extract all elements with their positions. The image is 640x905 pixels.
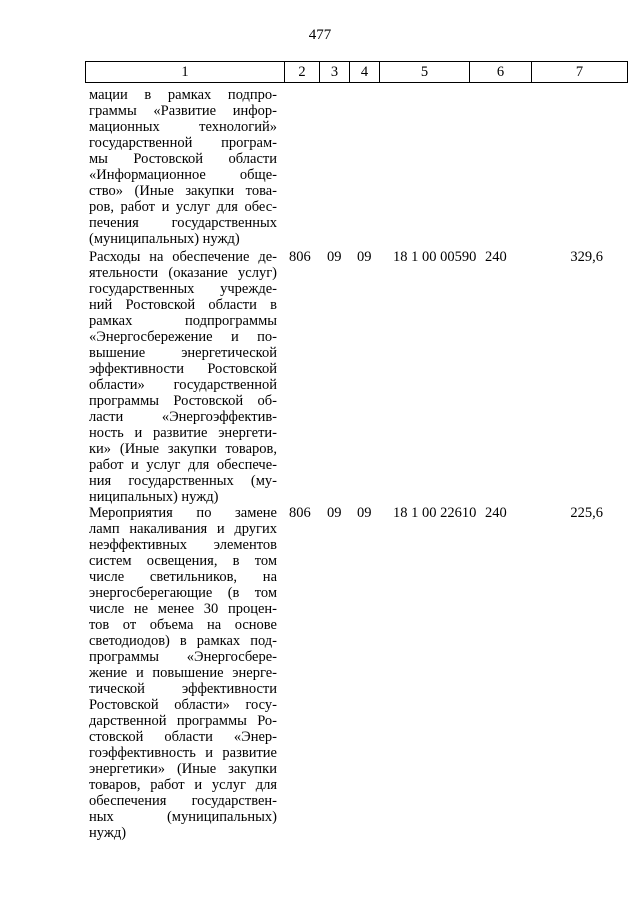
column-header-table: [85, 61, 628, 83]
row-description: [89, 505, 277, 841]
description-line: программы Ростовской об-: [89, 393, 277, 409]
row-cell-c3: 09: [327, 505, 342, 521]
row-cell-c7: 225,6: [570, 505, 603, 521]
description-line: энергосберегающие (в том: [89, 585, 277, 601]
row-cell-c4: 09: [357, 505, 372, 521]
description-line: мации в рамках подпро-: [89, 87, 277, 103]
description-line: печения государственных: [89, 215, 277, 231]
page-number: 477: [308, 27, 332, 43]
description-line: Ростовской области» госу-: [89, 697, 277, 713]
description-line: ство» (Иные закупки това-: [89, 183, 277, 199]
row-cell-c6: 240: [485, 249, 507, 265]
description-line: ний Ростовской области в: [89, 297, 277, 313]
description-line: ниципальных) нужд): [89, 489, 219, 505]
description-line: граммы «Развитие инфор-: [89, 103, 277, 119]
description-line: стовской области «Энер-: [89, 729, 277, 745]
column-header-5: 5: [380, 62, 470, 83]
description-line: государственных учрежде-: [89, 281, 277, 297]
description-line: числе светильников, на: [89, 569, 277, 585]
description-line: ния государственных (му-: [89, 473, 277, 489]
description-line: (муниципальных) нужд): [89, 231, 240, 247]
row-cell-c4: 09: [357, 249, 372, 265]
row-cell-c7: 329,6: [570, 249, 603, 265]
row-cell-c5: 18 1 00 22610: [393, 505, 477, 521]
row-cell-c3: 09: [327, 249, 342, 265]
description-line: нужд): [89, 825, 127, 841]
description-line: вышение энергетической: [89, 345, 277, 361]
row-cell-c2: 806: [289, 249, 311, 265]
description-line: Расходы на обеспечение де-: [89, 249, 277, 265]
description-line: неэффективных элементов: [89, 537, 277, 553]
description-line: Мероприятия по замене: [89, 505, 277, 521]
description-line: ламп накаливания и других: [89, 521, 277, 537]
row-cell-c5: 18 1 00 00590: [393, 249, 477, 265]
description-line: эффективности Ростовской: [89, 361, 277, 377]
description-line: работ и услуг для обеспече-: [89, 457, 277, 473]
description-line: мы Ростовской области: [89, 151, 277, 167]
column-header-6: 6: [470, 62, 532, 83]
description-line: ность и развитие энергети-: [89, 425, 277, 441]
row-cell-c2: 806: [289, 505, 311, 521]
column-header-1: 1: [86, 62, 285, 83]
description-line: обеспечения государствен-: [89, 793, 277, 809]
row-description: [89, 87, 277, 247]
description-line: области» государственной: [89, 377, 277, 393]
description-line: систем освещения, в том: [89, 553, 277, 569]
column-header-2: 2: [285, 62, 320, 83]
description-line: дарственной программы Ро-: [89, 713, 277, 729]
column-header-7: 7: [532, 62, 628, 83]
column-header-3: 3: [320, 62, 350, 83]
description-line: числе не менее 30 процен-: [89, 601, 277, 617]
description-line: «Энергосбережение и по-: [89, 329, 277, 345]
description-line: «Информационное обще-: [89, 167, 277, 183]
description-line: тической эффективности: [89, 681, 277, 697]
description-line: ки» (Иные закупки товаров,: [89, 441, 277, 457]
description-line: светодиодов) в рамках под-: [89, 633, 277, 649]
description-line: гоэффективность и развитие: [89, 745, 277, 761]
description-line: жение и повышение энерге-: [89, 665, 277, 681]
description-line: ных (муниципальных): [89, 809, 277, 825]
description-line: энергетики» (Иные закупки: [89, 761, 277, 777]
description-line: мационных технологий»: [89, 119, 277, 135]
description-line: товаров, работ и услуг для: [89, 777, 277, 793]
row-cell-c6: 240: [485, 505, 507, 521]
description-line: тов от объема на основе: [89, 617, 277, 633]
column-header-4: 4: [350, 62, 380, 83]
description-line: ласти «Энергоэффектив-: [89, 409, 277, 425]
description-line: рамках подпрограммы: [89, 313, 277, 329]
row-description: [89, 249, 277, 505]
description-line: государственной програм-: [89, 135, 277, 151]
description-line: программы «Энергосбере-: [89, 649, 277, 665]
description-line: ятельности (оказание услуг): [89, 265, 277, 281]
description-line: ров, работ и услуг для обес-: [89, 199, 277, 215]
